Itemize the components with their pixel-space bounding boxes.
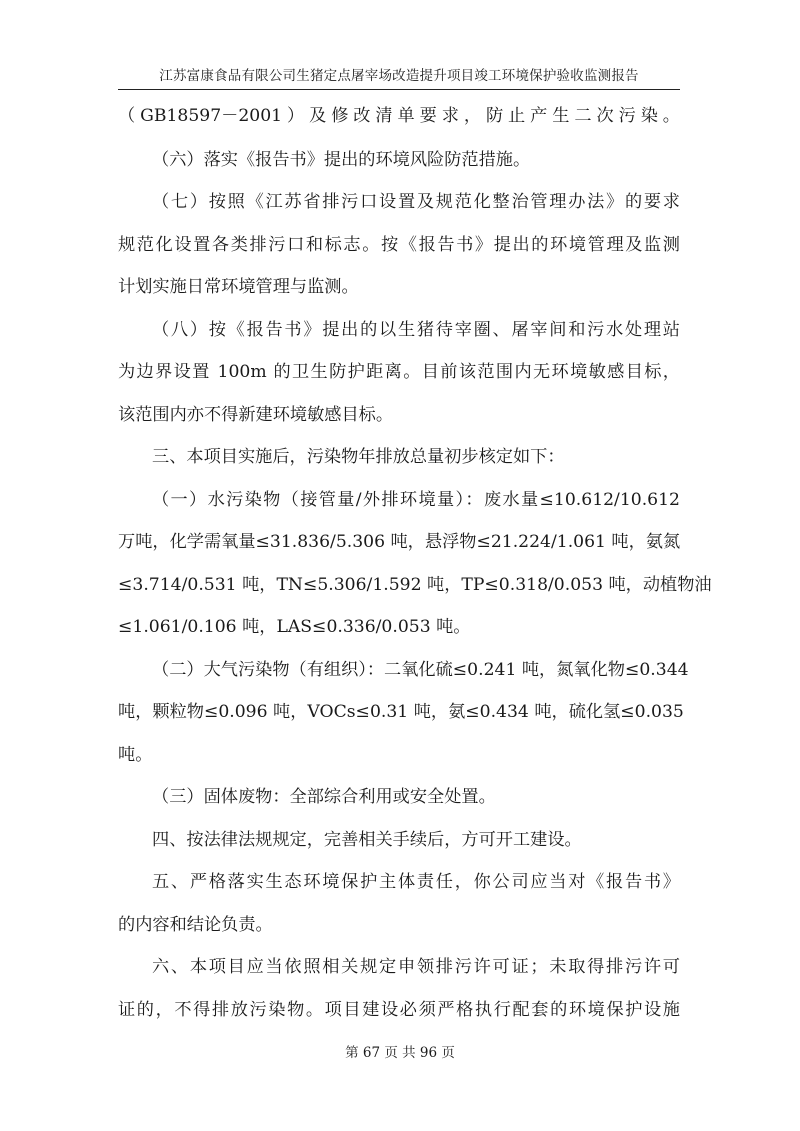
text-line: 四、按法律法规规定，完善相关手续后，方可开工建设。 [152,830,582,850]
text-line: 万吨，化学需氧量≤31.836/5.306 吨，悬浮物≤21.224/1.061 吨，氨氮 [118,532,681,552]
text-line: ≤3.714/0.531 吨，TN≤5.306/1.592 吨，TP≤0.318/0.053 吨，动植物油 [118,575,712,595]
text-line: 吨，颗粒物≤0.096 吨，VOCs≤0.31 吨，氨≤0.434 吨，硫化氢≤0.035 [118,702,684,722]
page-number: 第 67 页 共 96 页 [345,1045,455,1061]
text-line: 计划实施日常环境管理与监测。 [118,277,359,297]
text-line: 规范化设置各类排污口和标志。按《报告书》提出的环境管理及监测 [118,235,680,255]
text-line: 三、本项目实施后，污染物年排放总量初步核定如下： [152,447,565,467]
text-line: 证的，不得排放污染物。项目建设必须严格执行配套的环境保护设施 [118,1000,680,1020]
text-line: 的内容和结论负责。 [118,915,273,935]
text-line: 该范围内亦不得新建环境敏感目标。 [118,405,394,425]
text-line: （一）水污染物（接管量/外排环境量）：废水量≤10.612/10.612 [152,490,680,510]
text-line: （GB18597－2001）及修改清单要求，防止产生二次污染。 [118,106,680,126]
text-line: 五、严格落实生态环境保护主体责任，你公司应当对《报告书》 [152,872,680,892]
text-line: （七）按照《江苏省排污口设置及规范化整治管理办法》的要求 [152,192,680,212]
text-line: 六、本项目应当依照相关规定申领排污许可证；未取得排污许可 [152,957,680,977]
text-line: （八）按《报告书》提出的以生猪待宰圈、屠宰间和污水处理站 [152,320,680,340]
text-line: ≤1.061/0.106 吨，LAS≤0.336/0.053 吨。 [118,617,471,637]
text-line: 为边界设置 100m 的卫生防护距离。目前该范围内无环境敏感目标， [118,362,680,382]
text-line: （六）落实《报告书》提出的环境风险防范措施。 [152,150,531,170]
text-line: 吨。 [118,745,153,765]
report-header-title: 江苏富康食品有限公司生猪定点屠宰场改造提升项目竣工环境保护验收监测报告 [159,68,639,84]
text-line: （二）大气污染物（有组织）：二氧化硫≤0.241 吨，氮氧化物≤0.344 [152,660,689,680]
text-line: （三）固体废物：全部综合利用或安全处置。 [152,787,496,807]
header-divider [118,89,680,90]
